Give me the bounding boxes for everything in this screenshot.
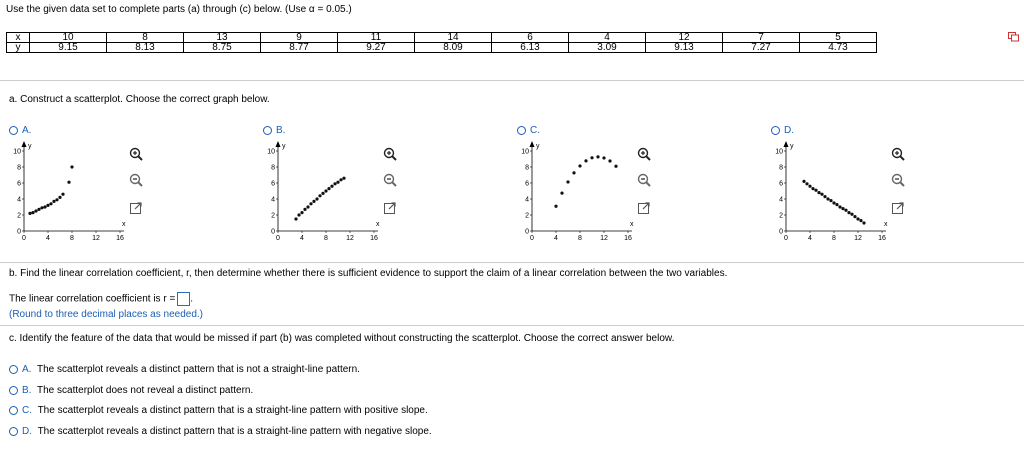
y-tick-label: 8	[525, 164, 529, 172]
y-axis-label: y	[536, 143, 540, 150]
data-point	[46, 204, 49, 207]
y-cell: 9.15	[30, 43, 107, 53]
magnifier-handle	[392, 156, 396, 160]
x-tick-label: 4	[554, 235, 558, 242]
part-c-prompt: c. Identify the feature of the data that would be missed if part (b) was completed without constructing the scatterplot. Choose the correct answer below.	[9, 333, 675, 344]
x-tick-label: 16	[878, 235, 886, 242]
data-point	[339, 178, 342, 181]
radio-circle[interactable]	[9, 365, 18, 374]
option-text: The scatterplot reveals a distinct pattern that is not a straight-line pattern.	[37, 364, 360, 375]
option-letter: A.	[22, 125, 32, 136]
popout-icon[interactable]	[890, 200, 906, 216]
data-point	[315, 197, 318, 200]
radio-circle[interactable]	[263, 126, 272, 135]
x-tick-label: 12	[854, 235, 862, 242]
data-point	[37, 208, 40, 211]
data-point	[58, 196, 61, 199]
y-tick-label: 0	[271, 228, 275, 236]
y-axis-arrow	[784, 141, 789, 147]
data-point	[28, 212, 31, 215]
data-point	[70, 165, 73, 168]
x-tick-label: 16	[624, 235, 632, 242]
y-tick-label: 6	[525, 180, 529, 188]
option-c-radio[interactable]	[517, 125, 540, 136]
y-axis-label: y	[282, 143, 286, 150]
data-point	[808, 185, 811, 188]
copy-data-icon[interactable]	[1008, 32, 1020, 42]
radio-circle[interactable]	[771, 126, 780, 135]
data-point	[817, 191, 820, 194]
data-point	[832, 201, 835, 204]
data-point	[805, 182, 808, 185]
data-point	[811, 187, 814, 190]
data-point	[802, 180, 805, 183]
y-cell: 8.77	[261, 43, 338, 53]
y-cell: 8.13	[107, 43, 184, 53]
data-point	[303, 208, 306, 211]
x-cell: 13	[184, 33, 261, 43]
data-point	[823, 195, 826, 198]
data-point	[55, 198, 58, 201]
y-cell: 3.09	[569, 43, 646, 53]
data-point	[61, 193, 64, 196]
radio-circle[interactable]	[9, 406, 18, 415]
radio-circle[interactable]	[9, 427, 18, 436]
x-tick-label: 16	[116, 235, 124, 242]
y-tick-label: 6	[17, 180, 21, 188]
x-tick-label: 0	[530, 235, 534, 242]
y-axis-label: y	[790, 143, 794, 150]
data-point	[31, 211, 34, 214]
y-axis-arrow	[22, 141, 27, 147]
zoom-in-icon[interactable]	[128, 146, 144, 162]
r-label: The linear correlation coefficient is r =	[9, 293, 176, 305]
data-point	[578, 164, 581, 167]
data-point	[572, 171, 575, 174]
x-cell: 6	[492, 33, 569, 43]
data-point	[306, 205, 309, 208]
x-cell: 9	[261, 33, 338, 43]
option-b-radio[interactable]	[263, 125, 285, 136]
y-tick-label: 6	[271, 180, 275, 188]
x-tick-label: 8	[578, 235, 582, 242]
y-tick-label: 0	[779, 228, 783, 236]
magnifier-handle	[138, 156, 142, 160]
r-suffix: .	[190, 293, 194, 305]
data-point	[560, 192, 563, 195]
data-point	[829, 199, 832, 202]
data-point	[596, 155, 599, 158]
y-tick-label: 8	[779, 164, 783, 172]
popout-icon[interactable]	[382, 200, 398, 216]
data-point	[300, 211, 303, 214]
part-c-option-b[interactable]	[9, 385, 253, 396]
x-tick-label: 0	[22, 235, 26, 242]
option-text: The scatterplot reveals a distinct pattern that is a straight-line pattern with positive slope.	[37, 405, 428, 416]
magnifier-handle	[646, 182, 650, 186]
data-point	[342, 177, 345, 180]
y-axis-arrow	[276, 141, 281, 147]
zoom-in-icon[interactable]	[636, 146, 652, 162]
y-tick-label: 2	[17, 212, 21, 220]
data-point	[847, 211, 850, 214]
x-cell: 4	[569, 33, 646, 43]
option-letter: C.	[530, 125, 540, 136]
x-row	[7, 33, 877, 43]
y-cell: 8.75	[184, 43, 261, 53]
y-tick-label: 4	[779, 196, 783, 204]
option-letter: B.	[276, 125, 286, 136]
y-cell: 7.27	[723, 43, 800, 53]
y-tick-label: 2	[271, 212, 275, 220]
divider	[0, 262, 1024, 263]
data-point	[327, 187, 330, 190]
y-row	[7, 43, 877, 53]
data-point	[841, 207, 844, 210]
x-tick-label: 4	[808, 235, 812, 242]
option-letter: D.	[784, 125, 794, 136]
data-point	[835, 203, 838, 206]
data-point	[40, 206, 43, 209]
popout-icon[interactable]	[128, 200, 144, 216]
y-tick-label: 10	[267, 148, 275, 156]
data-point	[838, 205, 841, 208]
x-cell: 14	[415, 33, 492, 43]
option-d-radio[interactable]	[771, 125, 794, 136]
y-tick-label: 8	[271, 164, 275, 172]
divider	[0, 80, 1024, 81]
part-c-option-a[interactable]	[9, 364, 360, 375]
x-tick-label: 4	[46, 235, 50, 242]
y-tick-label: 6	[779, 180, 783, 188]
y-cell: 9.27	[338, 43, 415, 53]
radio-circle[interactable]	[517, 126, 526, 135]
data-point	[853, 215, 856, 218]
x-header: x	[7, 33, 30, 43]
data-point	[336, 181, 339, 184]
option-letter: B.	[22, 385, 32, 396]
r-answer-line	[9, 292, 193, 306]
data-point	[566, 180, 569, 183]
y-cell: 4.73	[800, 43, 877, 53]
data-point	[584, 159, 587, 162]
option-a-radio[interactable]	[9, 125, 31, 136]
y-header: y	[7, 43, 30, 53]
round-note: (Round to three decimal places as needed.)	[9, 309, 204, 320]
x-tick-label: 8	[70, 235, 74, 242]
data-point	[52, 200, 55, 203]
magnifier-handle	[900, 182, 904, 186]
data-point	[330, 185, 333, 188]
popout-icon[interactable]	[636, 200, 652, 216]
x-axis-label: x	[376, 221, 380, 228]
data-table	[6, 32, 877, 53]
data-point	[602, 156, 605, 159]
y-axis-arrow	[530, 141, 535, 147]
y-cell: 6.13	[492, 43, 569, 53]
data-point	[850, 213, 853, 216]
x-tick-label: 16	[370, 235, 378, 242]
data-point	[297, 213, 300, 216]
data-point	[318, 194, 321, 197]
x-cell: 5	[800, 33, 877, 43]
data-point	[49, 202, 52, 205]
x-cell: 8	[107, 33, 184, 43]
y-axis-label: y	[28, 143, 32, 150]
option-text: The scatterplot does not reveal a distinct pattern.	[37, 385, 254, 396]
data-point	[333, 182, 336, 185]
x-tick-label: 12	[346, 235, 354, 242]
data-point	[312, 200, 315, 203]
y-tick-label: 2	[525, 212, 529, 220]
part-a-prompt: a. Construct a scatterplot. Choose the correct graph below.	[9, 94, 270, 105]
x-axis-label: x	[630, 221, 634, 228]
scatterplot-option-c	[516, 140, 634, 248]
scatterplot-option-a	[8, 140, 126, 248]
option-text: The scatterplot reveals a distinct pattern that is a straight-line pattern with negative slope.	[37, 426, 432, 437]
option-letter: C.	[22, 405, 32, 416]
data-point	[554, 205, 557, 208]
x-axis-label: x	[122, 221, 126, 228]
x-tick-label: 0	[276, 235, 280, 242]
data-point	[67, 181, 70, 184]
scatterplot-option-b	[262, 140, 380, 248]
y-tick-label: 10	[13, 148, 21, 156]
zoom-out-icon[interactable]	[636, 172, 652, 188]
x-cell: 12	[646, 33, 723, 43]
x-tick-label: 0	[784, 235, 788, 242]
scatterplot-option-d	[770, 140, 888, 248]
zoom-out-icon[interactable]	[382, 172, 398, 188]
data-point	[859, 219, 862, 222]
divider	[0, 325, 1024, 326]
y-tick-label: 10	[521, 148, 529, 156]
x-tick-label: 8	[324, 235, 328, 242]
zoom-in-icon[interactable]	[890, 146, 906, 162]
data-point	[856, 217, 859, 220]
data-point	[309, 202, 312, 205]
radio-circle[interactable]	[9, 386, 18, 395]
data-point	[324, 189, 327, 192]
data-point	[34, 209, 37, 212]
y-tick-label: 4	[17, 196, 21, 204]
y-tick-label: 4	[271, 196, 275, 204]
zoom-in-icon[interactable]	[382, 146, 398, 162]
y-tick-label: 8	[17, 164, 21, 172]
magnifier-handle	[138, 182, 142, 186]
data-point	[614, 165, 617, 168]
y-tick-label: 0	[525, 228, 529, 236]
x-axis-label: x	[884, 221, 888, 228]
y-tick-label: 2	[779, 212, 783, 220]
part-c-option-c[interactable]	[9, 405, 428, 416]
x-cell: 11	[338, 33, 415, 43]
data-point	[814, 189, 817, 192]
magnifier-handle	[392, 182, 396, 186]
option-letter: A.	[22, 364, 32, 375]
x-tick-label: 4	[300, 235, 304, 242]
zoom-out-icon[interactable]	[890, 172, 906, 188]
y-tick-label: 4	[525, 196, 529, 204]
magnifier-handle	[900, 156, 904, 160]
y-tick-label: 10	[775, 148, 783, 156]
x-cell: 10	[30, 33, 107, 43]
data-point	[844, 209, 847, 212]
r-answer-input[interactable]	[177, 292, 190, 306]
data-point	[321, 192, 324, 195]
magnifier-handle	[646, 156, 650, 160]
x-tick-label: 8	[832, 235, 836, 242]
instructions-text: Use the given data set to complete parts (a) through (c) below. (Use α = 0.05.)	[6, 4, 352, 15]
y-tick-label: 0	[17, 228, 21, 236]
data-point	[826, 197, 829, 200]
data-point	[862, 221, 865, 224]
part-c-option-d[interactable]	[9, 426, 432, 437]
x-tick-label: 12	[92, 235, 100, 242]
y-cell: 9.13	[646, 43, 723, 53]
x-tick-label: 12	[600, 235, 608, 242]
radio-circle[interactable]	[9, 126, 18, 135]
y-cell: 8.09	[415, 43, 492, 53]
zoom-out-icon[interactable]	[128, 172, 144, 188]
option-letter: D.	[22, 426, 32, 437]
data-point	[590, 156, 593, 159]
data-point	[43, 205, 46, 208]
data-point	[608, 159, 611, 162]
x-cell: 7	[723, 33, 800, 43]
data-point	[820, 193, 823, 196]
data-point	[294, 217, 297, 220]
part-b-prompt: b. Find the linear correlation coefficient, r, then determine whether there is sufficient evidence to support the claim of a linear correlation between the two variables.	[9, 268, 728, 279]
